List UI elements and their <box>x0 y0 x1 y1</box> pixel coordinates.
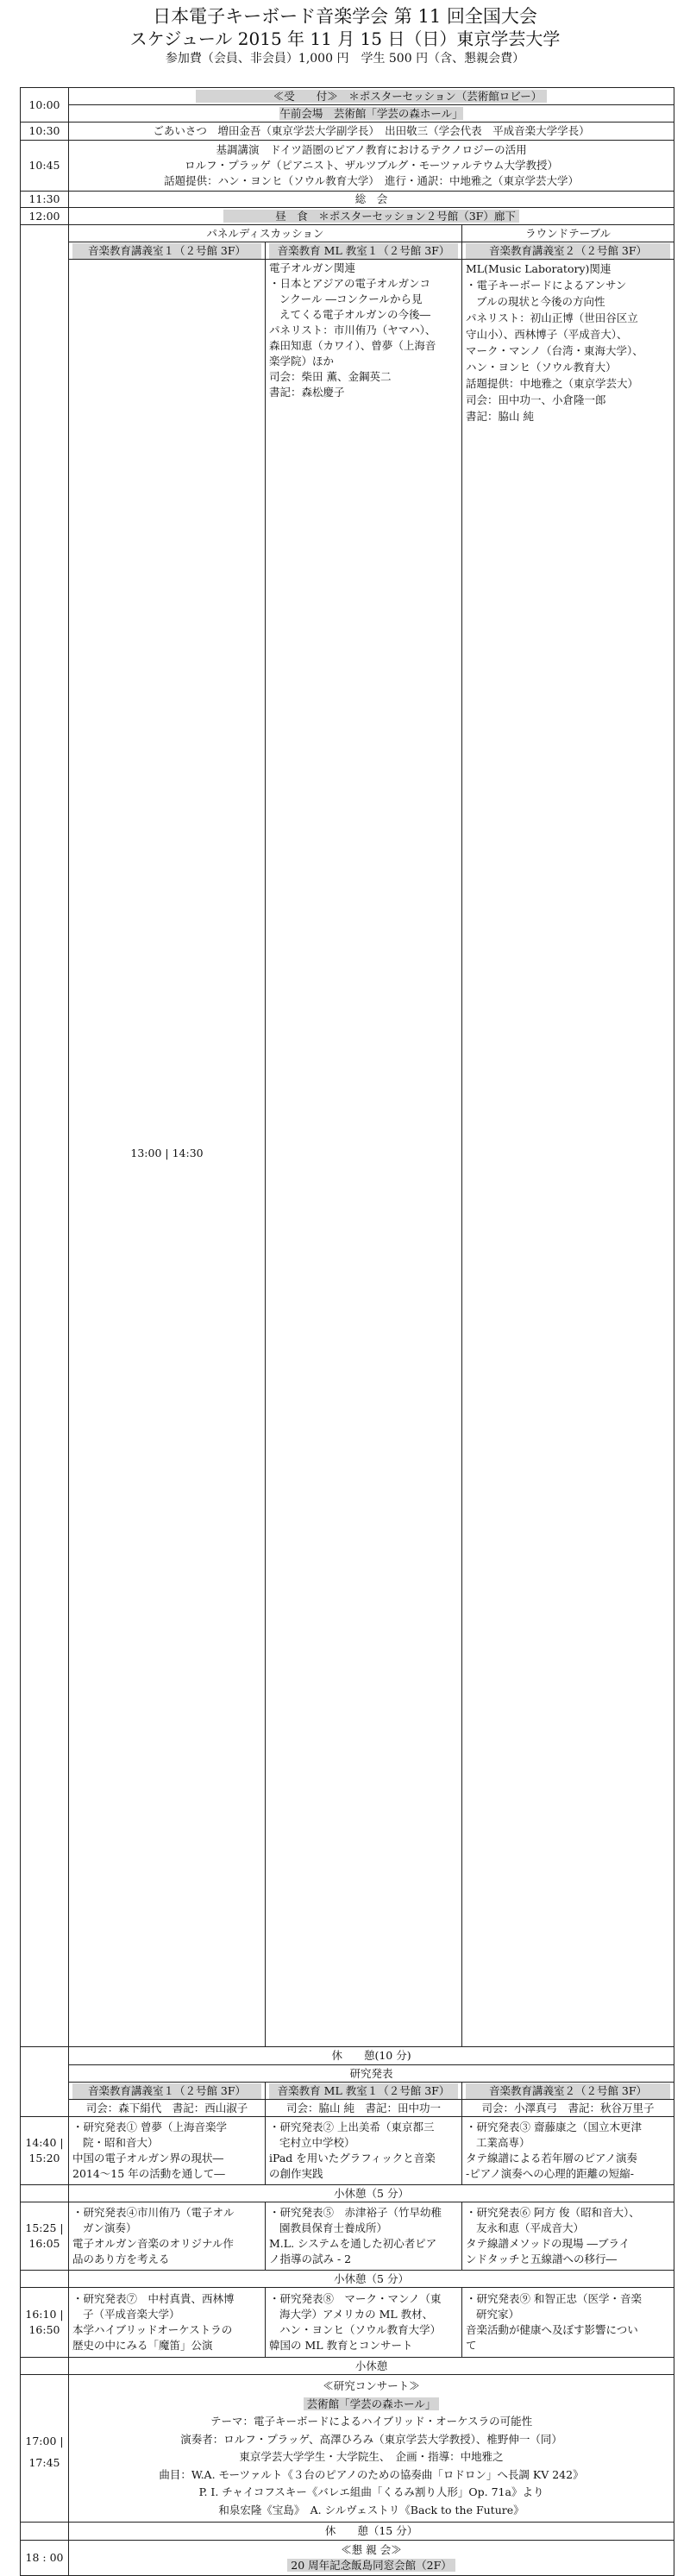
concert-venue: 芸術館「学芸の森ホール」 <box>304 2397 440 2410</box>
time-sep: | <box>60 2136 64 2149</box>
small-break-5b: 小休憩（5 分） <box>69 2271 674 2288</box>
concert-program: P. I. チャイコフスキー《バレエ組曲「くるみ割り人形」Op. 71a》より <box>198 2485 544 2498</box>
small-break-5a: 小休憩（5 分） <box>69 2185 674 2202</box>
panel-organ-line: ・日本とアジアの電子オルガンコ <box>269 277 431 290</box>
panel-organ-title: 電子オルガン関連 <box>269 261 356 274</box>
lunch-cell <box>69 208 674 225</box>
panel-ml-line: 書記：脇山 純 <box>466 410 534 423</box>
row-panel-content <box>21 260 674 2047</box>
time-1610: 16:10 <box>25 2308 57 2321</box>
time-1200: 12:00 <box>21 208 69 225</box>
row-concert <box>21 2375 674 2523</box>
party-venue-wrap <box>72 2558 670 2573</box>
panel-room-3-label: 音楽教育講義室２（２号館 3F） <box>466 243 670 259</box>
s1c1-line: 院・昭和音大） <box>83 2136 159 2149</box>
time-1605: 16:05 <box>28 2237 60 2250</box>
panel-room-1-label: 音楽教育講義室１（２号館 3F） <box>72 243 261 259</box>
panel-ml-line: 守山小）、西林博子（平成音大）、 <box>466 328 628 341</box>
research-room-3 <box>462 2083 674 2100</box>
time-1745: 17:45 <box>28 2455 60 2469</box>
time-1430: 14:30 <box>172 1146 204 1159</box>
session1-col2 <box>266 2117 462 2185</box>
session3-col3 <box>462 2288 674 2358</box>
time-1030: 10:30 <box>21 123 69 141</box>
time-1525: 15:25 <box>25 2221 57 2234</box>
party-title: ≪懇 親 会≫ <box>341 2543 402 2556</box>
panel-organ-line: 書記：森松慶子 <box>269 386 345 399</box>
row-session-3 <box>21 2288 674 2358</box>
time-sep: | <box>60 2434 64 2447</box>
row-break10 <box>21 2047 674 2065</box>
lunch-text: 昼 食 ＊ポスターセッション２号館（3F）廊下 <box>223 210 519 223</box>
session2-col3 <box>462 2202 674 2271</box>
session1-col1 <box>69 2117 266 2185</box>
row-session-2 <box>21 2202 674 2271</box>
time-sep: | <box>60 2221 64 2234</box>
s1c3-line: タテ線譜による若年層のピアノ演奏 <box>466 2152 638 2164</box>
panel-room-3 <box>462 242 674 260</box>
s2c2-line: ノ指導の試み - 2 <box>269 2252 352 2265</box>
time-1650: 16:50 <box>28 2323 60 2336</box>
time-panel-empty <box>21 225 69 2047</box>
row-1800 <box>21 2541 674 2576</box>
concert-students: 東京学芸大学学生・大学院生、 企画・指導：中地雅之 <box>239 2450 504 2463</box>
time-1300: 13:00 <box>130 1146 162 1159</box>
time-1700-1745 <box>21 2375 69 2523</box>
time-sep: | <box>165 1146 169 1159</box>
panel-organ-line: 楽学院）ほか <box>269 355 335 368</box>
roundtable-heading: ラウンドテーブル <box>462 225 674 242</box>
s2c3-line: 友永和恵（平成音大） <box>476 2221 585 2234</box>
concert-title: ≪研究コンサート≫ <box>323 2379 420 2392</box>
s1c3-line: -ピアノ演奏への心理的距離の短縮- <box>466 2167 634 2180</box>
fee-info: 参加費（会員、非会員）1,000 円 学生 500 円（含、懇親会費） <box>165 52 525 66</box>
morning-venue-cell <box>69 105 674 123</box>
s3c3-line: 研究家） <box>476 2308 520 2321</box>
concert-program: 曲目：W.A. モーツァルト《３台のピアノのための協奏曲「ロドロン」へ長調 KV 242》 <box>159 2467 584 2481</box>
panel-col-ml <box>462 260 674 2047</box>
time-empty <box>21 2358 69 2375</box>
s2c1-line: ・研究発表④市川侑乃（電子オル <box>72 2206 235 2219</box>
row-session-1 <box>21 2117 674 2185</box>
time-1045: 10:45 <box>21 141 69 192</box>
s1c3-line: ・研究発表③ 齋藤康之（国立木更津 <box>466 2120 642 2133</box>
research-room-2 <box>266 2083 462 2100</box>
s3c2-line: ハン・ヨンヒ（ソウル教育大学） <box>279 2323 442 2336</box>
schedule-table <box>20 87 674 2576</box>
research-heading: 研究発表 <box>69 2065 674 2083</box>
concert-program: 和泉宏隆《宝島》 A. シルヴェストリ《Back to the Future》 <box>218 2503 524 2516</box>
s1c3-line: 工業高専） <box>476 2136 530 2149</box>
time-1440-1520 <box>21 2117 69 2185</box>
s2c3-line: ンドタッチと五線譜への移行― <box>466 2252 618 2265</box>
s3c1-line: 子（平成音楽大学） <box>83 2308 180 2321</box>
panel-organ-line: パネリスト：市川侑乃（ヤマハ）、 <box>269 324 436 336</box>
panel-ml-line: ハン・ヨンヒ（ソウル教育大） <box>466 361 617 374</box>
panel-ml-line: 話題提供：中地雅之（東京学芸大） <box>466 377 639 390</box>
panel-ml-title: ML(Music Laboratory)関連 <box>466 262 612 275</box>
time-empty <box>21 2185 69 2202</box>
panel-ml-line: マーク・マンノ（台湾・東海大学）、 <box>466 344 643 357</box>
row-1200 <box>21 208 674 225</box>
panel-organ-line: えてくる電子オルガンの今後― <box>279 308 431 321</box>
s3c3-line: ・研究発表⑨ 和智正忠（医学・音楽 <box>466 2292 642 2305</box>
session3-col2 <box>266 2288 462 2358</box>
time-1800: 18 : 00 <box>21 2541 69 2576</box>
concert-cell <box>69 2375 674 2523</box>
s3c2-line: ・研究発表⑧ マーク・マンノ（東 <box>269 2292 442 2305</box>
research-room-1 <box>69 2083 266 2100</box>
panel-heading: パネルディスカッション <box>69 225 462 242</box>
s1c2-line: iPad を用いたグラフィックと音楽 <box>269 2152 436 2164</box>
s3c2-line: 海大学）アメリカの ML 教材、 <box>279 2308 434 2321</box>
s1c1-line: 2014〜15 年の活動を通して― <box>72 2167 225 2180</box>
panel-ml-line: パネリスト：初山正博（世田谷区立 <box>466 311 638 324</box>
row-research-rooms <box>21 2083 674 2100</box>
s3c2-line: 韓国の ML 教育とコンサート <box>269 2339 413 2352</box>
keynote-cell <box>69 141 674 192</box>
panel-ml-line: ブルの現状と今後の方向性 <box>476 295 605 308</box>
research-room-2-label: 音楽教育 ML 教室１（２号館 3F） <box>269 2083 458 2099</box>
s2c3-line: ・研究発表⑥ 阿方 俊（昭和音大）、 <box>466 2206 640 2219</box>
row-smallbreak-c <box>21 2358 674 2375</box>
row-1030 <box>21 123 674 141</box>
page-subtitle: スケジュール 2015 年 11 月 15 日（日）東京学芸大学 <box>129 28 561 49</box>
row-1000b <box>21 105 674 123</box>
s2c1-line: 電子オルガン音楽のオリジナル作 <box>72 2237 234 2250</box>
morning-venue-text: 午前会場 芸術館「学芸の森ホール」 <box>279 106 463 120</box>
row-1130 <box>21 192 674 208</box>
page-title: 日本電子キーボード音楽学会 第 11 回全国大会 <box>153 6 537 27</box>
s1c2-line: ・研究発表② 上出美希（東京都三 <box>269 2120 435 2133</box>
session1-col3 <box>462 2117 674 2185</box>
time-1130: 11:30 <box>21 192 69 208</box>
time-sep: | <box>60 2308 64 2321</box>
party-cell <box>69 2541 674 2576</box>
time-1700: 17:00 <box>25 2434 57 2447</box>
row-1000 <box>21 88 674 105</box>
panel-organ-line: 森田知恵（カワイ）、曾夢（上海音 <box>269 339 436 352</box>
time-1440: 14:40 <box>25 2136 57 2149</box>
time-1610-1650 <box>21 2288 69 2358</box>
panel-ml-line: 司会：田中功一、小倉隆一郎 <box>466 393 606 406</box>
s2c3-line: タテ線譜メソッドの現場 ―ブライ <box>466 2237 630 2250</box>
s1c2-line: の創作実践 <box>269 2167 323 2180</box>
s3c1-line: ・研究発表⑦ 中村真貴、西林博 <box>72 2292 235 2305</box>
research-room-1-label: 音楽教育講義室１（２号館 3F） <box>72 2083 261 2099</box>
s3c3-line: 音楽活動が健康へ及ぼす影響につい <box>466 2323 638 2336</box>
s1c1-line: ・研究発表① 曾夢（上海音楽学 <box>72 2120 227 2133</box>
s1c2-line: 宅村立中学校） <box>279 2136 355 2149</box>
time-empty <box>21 2523 69 2541</box>
panel-ml-line: ・電子キーボードによるアンサン <box>466 279 627 292</box>
reception-text: ≪受 付≫ ＊ポスターセッション（芸術館ロビー） <box>196 90 548 103</box>
row-research-chairs <box>21 2100 674 2117</box>
keynote-topic: 話題提供：ハン・ヨンヒ（ソウル教育大学） 進行・通訳：中地雅之（東京学芸大学） <box>164 174 579 187</box>
panel-room-2-label: 音楽教育 ML 教室１（２号館 3F） <box>269 243 458 259</box>
s1c1-line: 中国の電子オルガン界の現状― <box>72 2152 224 2164</box>
s3c1-line: 本学ハイブリッドオーケストラの <box>72 2323 233 2336</box>
concert-venue-wrap <box>72 2396 670 2414</box>
break-10: 休 憩(10 分) <box>69 2047 674 2065</box>
s3c1-line: 歴史の中にみる「魔笛」公演 <box>72 2339 213 2352</box>
panel-organ-line: ンクール ―コンクールから見 <box>279 292 423 305</box>
research-chair-2: 司会：脇山 純 書記：田中功一 <box>266 2100 462 2117</box>
concert-theme: テーマ：電子キーボードによるハイブリッド・オーケスラの可能性 <box>210 2415 533 2428</box>
time-1525-1605 <box>21 2202 69 2271</box>
concert-performers: 演奏者：ロルフ・プラッゲ、高澤ひろみ（東京学芸大学教授）、椎野伸一（同） <box>180 2432 562 2446</box>
break-15: 休 憩（15 分） <box>69 2523 674 2541</box>
row-research-heading <box>21 2065 674 2083</box>
row-panel-rooms <box>21 242 674 260</box>
s2c1-line: ガン演奏） <box>83 2221 137 2234</box>
time-break-empty <box>21 2047 69 2117</box>
s2c2-line: ・研究発表⑤ 赤津裕子（竹早幼稚 <box>269 2206 442 2219</box>
row-panel-heading <box>21 225 674 242</box>
keynote-title: 基調講演 ドイツ語圏のピアノ教育におけるテクノロジーの活用 <box>216 143 527 156</box>
session3-col1 <box>69 2288 266 2358</box>
row-smallbreak-b <box>21 2271 674 2288</box>
general-meeting: 総 会 <box>69 192 674 208</box>
s2c2-line: 園教員保育士養成所） <box>279 2221 388 2234</box>
time-1000: 10:00 <box>21 88 69 123</box>
research-chair-1: 司会：森下絹代 書記：西山淑子 <box>69 2100 266 2117</box>
row-smallbreak-a <box>21 2185 674 2202</box>
greeting-text: ごあいさつ 増田金吾（東京学芸大学副学長） 出田敬三（学会代表 平成音楽大学学長） <box>69 123 674 141</box>
time-empty <box>21 2271 69 2288</box>
research-chair-3: 司会：小澤真弓 書記：秋谷万里子 <box>462 2100 674 2117</box>
row-1045 <box>21 141 674 192</box>
s3c3-line: て <box>466 2339 477 2352</box>
keynote-speaker: ロルフ・プラッゲ（ピアニスト、ザルツブルグ・モーツァルテウム大学教授） <box>185 159 558 172</box>
session2-col2 <box>266 2202 462 2271</box>
small-break: 小休憩 <box>69 2358 674 2375</box>
header <box>0 0 690 67</box>
s2c2-line: M.L. システムを通した初心者ピア <box>269 2237 437 2250</box>
time-1520: 15:20 <box>28 2152 60 2164</box>
panel-room-1 <box>69 242 266 260</box>
party-venue: 20 周年記念飯島同窓会館（2F） <box>287 2559 455 2572</box>
panel-room-2 <box>266 242 462 260</box>
session2-col1 <box>69 2202 266 2271</box>
reception-cell <box>69 88 674 105</box>
panel-col-organ <box>266 260 462 2047</box>
research-room-3-label: 音楽教育講義室２（２号館 3F） <box>466 2083 670 2099</box>
panel-organ-line: 司会：柴田 薫、金鋼英二 <box>269 370 392 383</box>
row-break15 <box>21 2523 674 2541</box>
s2c1-line: 品のあり方を考える <box>72 2252 170 2265</box>
time-1300-1430 <box>69 260 266 2047</box>
